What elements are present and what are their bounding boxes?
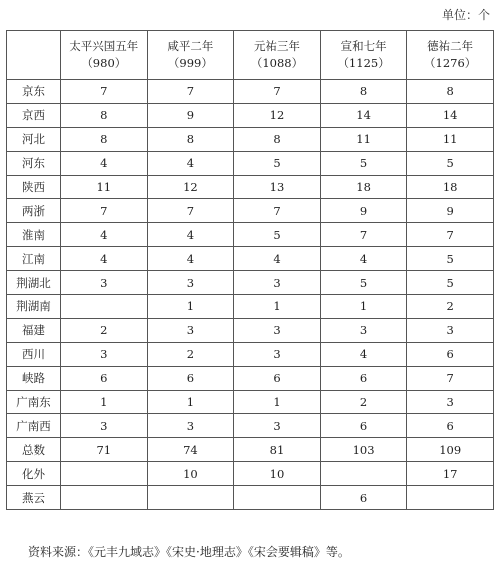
table-cell: 10 (147, 462, 234, 486)
table-cell: 3 (234, 271, 321, 295)
table-cell: 1 (61, 390, 148, 414)
table-cell (61, 486, 148, 510)
table-cell: 6 (320, 414, 407, 438)
table-cell: 7 (147, 80, 234, 104)
table-cell: 9 (407, 199, 494, 223)
table-cell: 3 (147, 271, 234, 295)
source-note: 资料来源：《元丰九域志》《宋史·地理志》《宋会要辑稿》等。 (28, 545, 350, 559)
table-cell: 74 (147, 438, 234, 462)
unit-label: 单位：个 (441, 8, 490, 22)
table-cell: 3 (61, 271, 148, 295)
column-year: （999） (167, 56, 213, 70)
table-cell: 6 (320, 486, 407, 510)
row-label: 西川 (7, 342, 61, 366)
row-label: 两浙 (7, 199, 61, 223)
table-row (7, 103, 494, 127)
row-label: 总数 (7, 438, 61, 462)
table-cell: 9 (147, 103, 234, 127)
table-cell: 4 (61, 151, 148, 175)
column-name: 宣和七年 (340, 39, 387, 53)
table-row (7, 80, 494, 104)
table-cell: 17 (407, 462, 494, 486)
table-cell: 3 (234, 414, 321, 438)
table-cell: 8 (61, 103, 148, 127)
table-cell: 3 (320, 318, 407, 342)
table-cell: 7 (61, 199, 148, 223)
row-label: 峡路 (7, 366, 61, 390)
row-label: 广南东 (7, 390, 61, 414)
row-label: 燕云 (7, 486, 61, 510)
table-cell: 3 (61, 414, 148, 438)
table-cell: 1 (234, 295, 321, 319)
table-cell: 8 (147, 127, 234, 151)
table-cell (320, 462, 407, 486)
column-header (234, 31, 321, 80)
row-label: 化外 (7, 462, 61, 486)
table-row (7, 151, 494, 175)
table-cell: 14 (320, 103, 407, 127)
table-cell: 7 (147, 199, 234, 223)
table-cell: 71 (61, 438, 148, 462)
table-row (7, 390, 494, 414)
table-row (7, 247, 494, 271)
table-cell: 4 (320, 247, 407, 271)
table-row (7, 414, 494, 438)
table-cell: 3 (234, 318, 321, 342)
table-cell: 2 (61, 318, 148, 342)
table-row (7, 295, 494, 319)
row-label: 荆湖南 (7, 295, 61, 319)
table-row (7, 486, 494, 510)
row-label: 广南西 (7, 414, 61, 438)
table-cell: 8 (320, 80, 407, 104)
table-row (7, 175, 494, 199)
table-cell: 1 (147, 390, 234, 414)
table-cell: 5 (320, 271, 407, 295)
row-label: 江南 (7, 247, 61, 271)
table-cell: 81 (234, 438, 321, 462)
table-cell: 8 (407, 80, 494, 104)
column-header (147, 31, 234, 80)
table-cell (147, 486, 234, 510)
table-row (7, 318, 494, 342)
column-year: （980） (81, 56, 127, 70)
column-name: 太平兴国五年 (69, 39, 139, 53)
table-cell: 5 (407, 271, 494, 295)
table-row (7, 342, 494, 366)
table-cell: 2 (320, 390, 407, 414)
table-cell: 3 (407, 390, 494, 414)
column-year: （1125） (337, 56, 390, 70)
table-cell: 11 (61, 175, 148, 199)
table-cell: 7 (234, 199, 321, 223)
table-cell: 1 (320, 295, 407, 319)
table-cell: 3 (61, 342, 148, 366)
table-cell: 7 (407, 223, 494, 247)
table-cell: 7 (407, 366, 494, 390)
table-cell: 12 (234, 103, 321, 127)
table-row (7, 223, 494, 247)
table-cell: 8 (234, 127, 321, 151)
table-row (7, 127, 494, 151)
row-label: 河北 (7, 127, 61, 151)
table-cell: 8 (61, 127, 148, 151)
row-label: 京东 (7, 80, 61, 104)
table-cell: 6 (407, 342, 494, 366)
table-cell: 6 (147, 366, 234, 390)
column-header (320, 31, 407, 80)
corner-cell (7, 31, 61, 80)
row-label: 河东 (7, 151, 61, 175)
table-cell: 5 (407, 247, 494, 271)
table-cell: 4 (61, 247, 148, 271)
table-cell: 7 (320, 223, 407, 247)
table-cell (61, 295, 148, 319)
header-row (7, 31, 494, 80)
column-name: 元祐三年 (253, 39, 300, 53)
table-cell: 14 (407, 103, 494, 127)
table-cell: 6 (61, 366, 148, 390)
table-cell: 11 (320, 127, 407, 151)
table-cell: 7 (61, 80, 148, 104)
table-cell: 11 (407, 127, 494, 151)
table-cell: 4 (147, 247, 234, 271)
row-label: 淮南 (7, 223, 61, 247)
table-cell: 18 (320, 175, 407, 199)
column-year: （1276） (424, 56, 477, 70)
table-cell (61, 462, 148, 486)
column-header (407, 31, 494, 80)
table-row (7, 438, 494, 462)
row-label: 京西 (7, 103, 61, 127)
table-cell (234, 486, 321, 510)
column-name: 德祐二年 (427, 39, 474, 53)
table-cell: 4 (147, 151, 234, 175)
table-row (7, 366, 494, 390)
table-row (7, 271, 494, 295)
table-cell: 5 (234, 151, 321, 175)
table-cell: 6 (320, 366, 407, 390)
column-name: 咸平二年 (167, 39, 214, 53)
table-cell: 4 (320, 342, 407, 366)
table-cell: 13 (234, 175, 321, 199)
table-cell: 4 (234, 247, 321, 271)
table-cell: 3 (147, 414, 234, 438)
table-row (7, 199, 494, 223)
table-cell: 5 (320, 151, 407, 175)
column-header (61, 31, 148, 80)
table-cell: 103 (320, 438, 407, 462)
table-cell (407, 486, 494, 510)
table-cell: 4 (61, 223, 148, 247)
row-label: 陕西 (7, 175, 61, 199)
table-cell: 1 (234, 390, 321, 414)
table-cell: 2 (147, 342, 234, 366)
table-cell: 6 (407, 414, 494, 438)
table-cell: 7 (234, 80, 321, 104)
table-cell: 5 (234, 223, 321, 247)
table-cell: 4 (147, 223, 234, 247)
table-cell: 5 (407, 151, 494, 175)
table-cell: 18 (407, 175, 494, 199)
row-label: 福建 (7, 318, 61, 342)
table-cell: 10 (234, 462, 321, 486)
table-cell: 9 (320, 199, 407, 223)
table-cell: 109 (407, 438, 494, 462)
data-table (6, 30, 494, 510)
table-cell: 2 (407, 295, 494, 319)
row-label: 荆湖北 (7, 271, 61, 295)
table-cell: 3 (234, 342, 321, 366)
table-cell: 6 (234, 366, 321, 390)
table-cell: 1 (147, 295, 234, 319)
table-cell: 3 (407, 318, 494, 342)
column-year: （1088） (250, 56, 304, 70)
table-cell: 12 (147, 175, 234, 199)
table-cell: 3 (147, 318, 234, 342)
table-row (7, 462, 494, 486)
